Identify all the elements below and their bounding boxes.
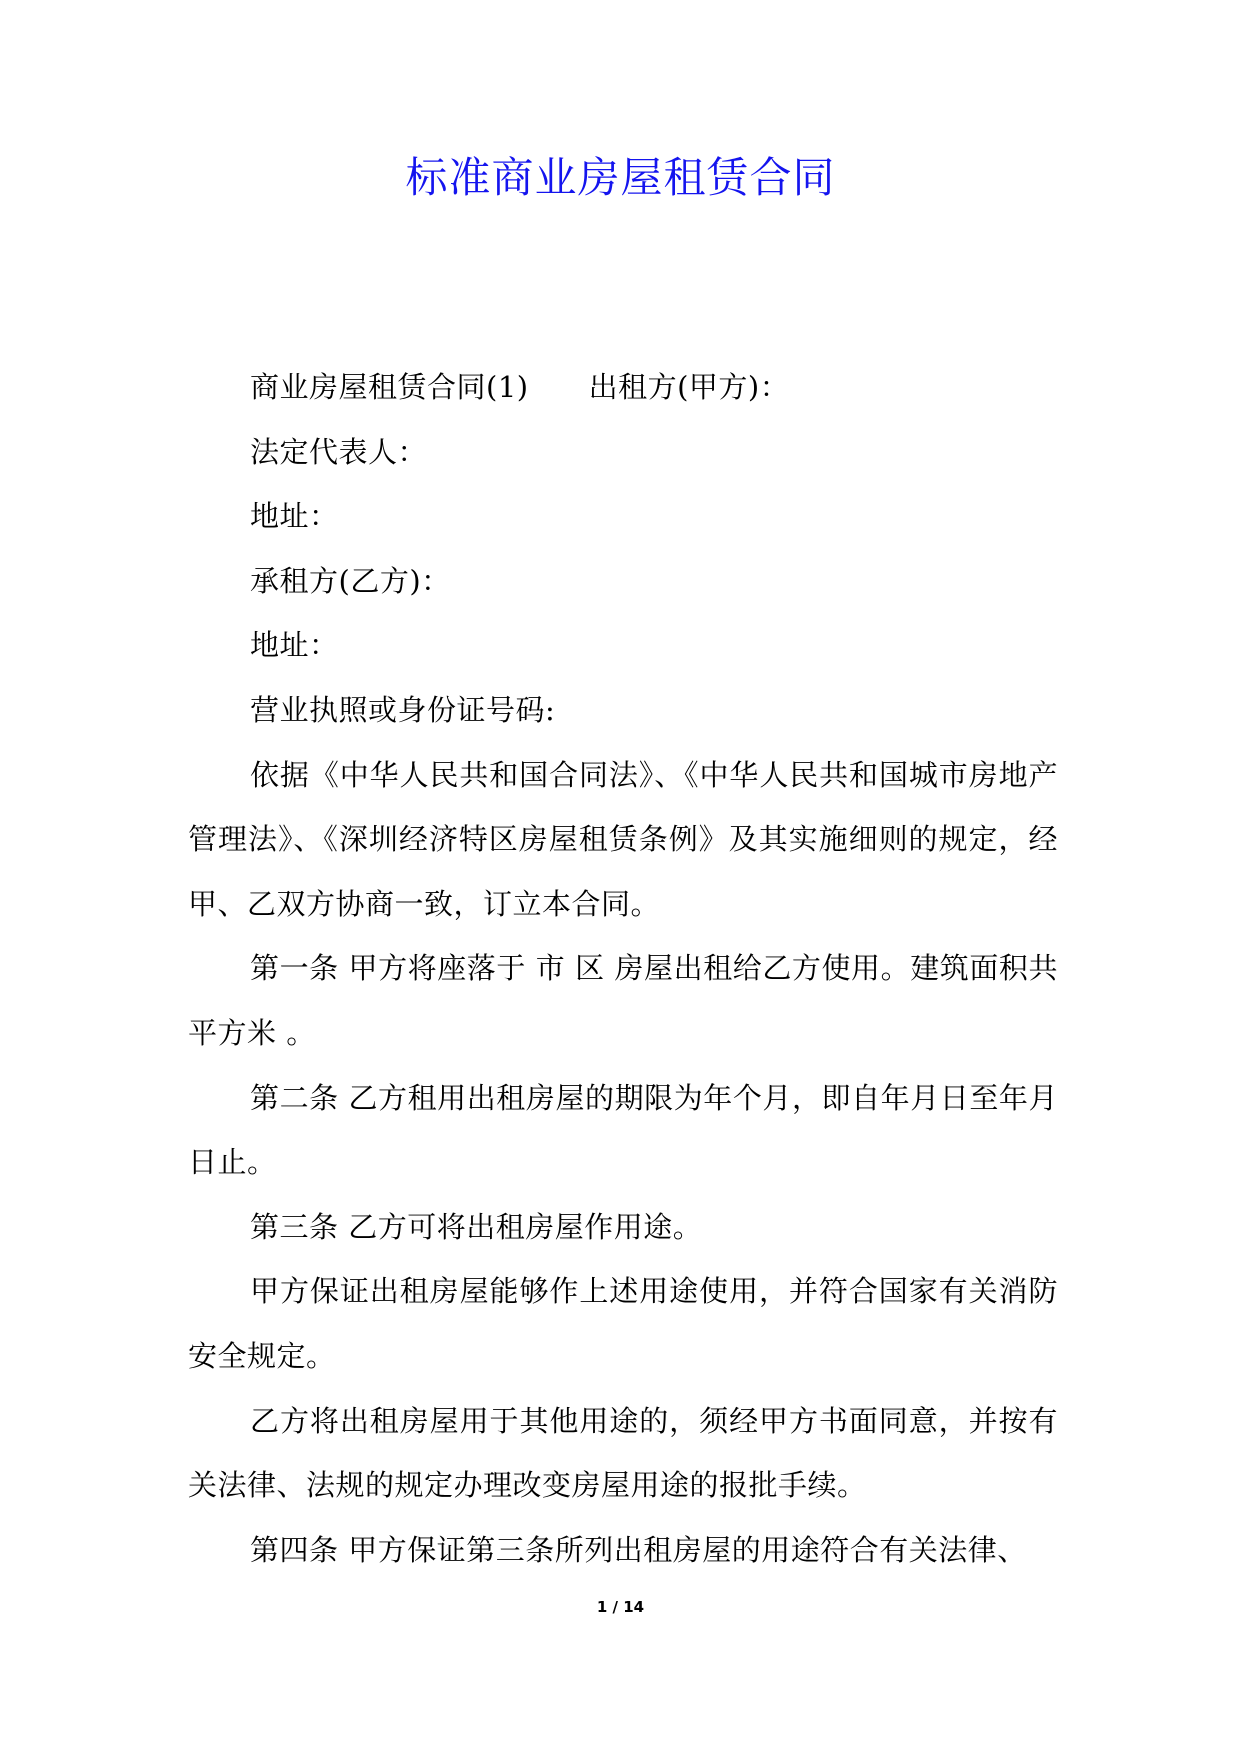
document-body	[188, 355, 1058, 1582]
paragraph: 承租方(乙方)：	[250, 563, 451, 598]
paragraph: 依据《中华人民共和国合同法》、《中华人民共和国城市房地产管理法》、《深圳经济特区房屋租赁条例》及其实施细则的规定，经甲、乙双方协商一致，订立本合同。	[188, 757, 1058, 921]
paragraph: 地址：	[250, 628, 339, 663]
paragraph: 第一条 甲方将座落于 市 区 房屋出租给乙方使用。建筑面积共平方米 。	[188, 951, 1058, 1050]
paragraph: 甲方保证出租房屋能够作上述用途使用，并符合国家有关消防安全规定。	[188, 1274, 1058, 1373]
paragraph: 地址：	[250, 499, 339, 534]
paragraph: 法定代表人：	[250, 434, 428, 469]
contract-subtitle: 商业房屋租赁合同(1)	[250, 370, 529, 404]
paragraph: 乙方将出租房屋用于其他用途的，须经甲方书面同意，并按有关法律、法规的规定办理改变房屋用途的报批手续。	[188, 1403, 1058, 1503]
header-line	[188, 355, 1058, 420]
paragraph: 营业执照或身份证号码:	[250, 692, 556, 727]
lessor-label: 出租方(甲方)：	[588, 370, 790, 404]
paragraph: 第四条 甲方保证第三条所列出租房屋的用途符合有关法律、	[250, 1532, 1027, 1567]
page-indicator: 1 / 14	[596, 1598, 645, 1616]
document-title: 标准商业房屋租赁合同	[405, 153, 836, 202]
paragraph: 第三条 乙方可将出租房屋作用途。	[250, 1209, 703, 1244]
paragraph: 第二条 乙方租用出租房屋的期限为年个月，即自年月日至年月日止。	[188, 1080, 1058, 1180]
